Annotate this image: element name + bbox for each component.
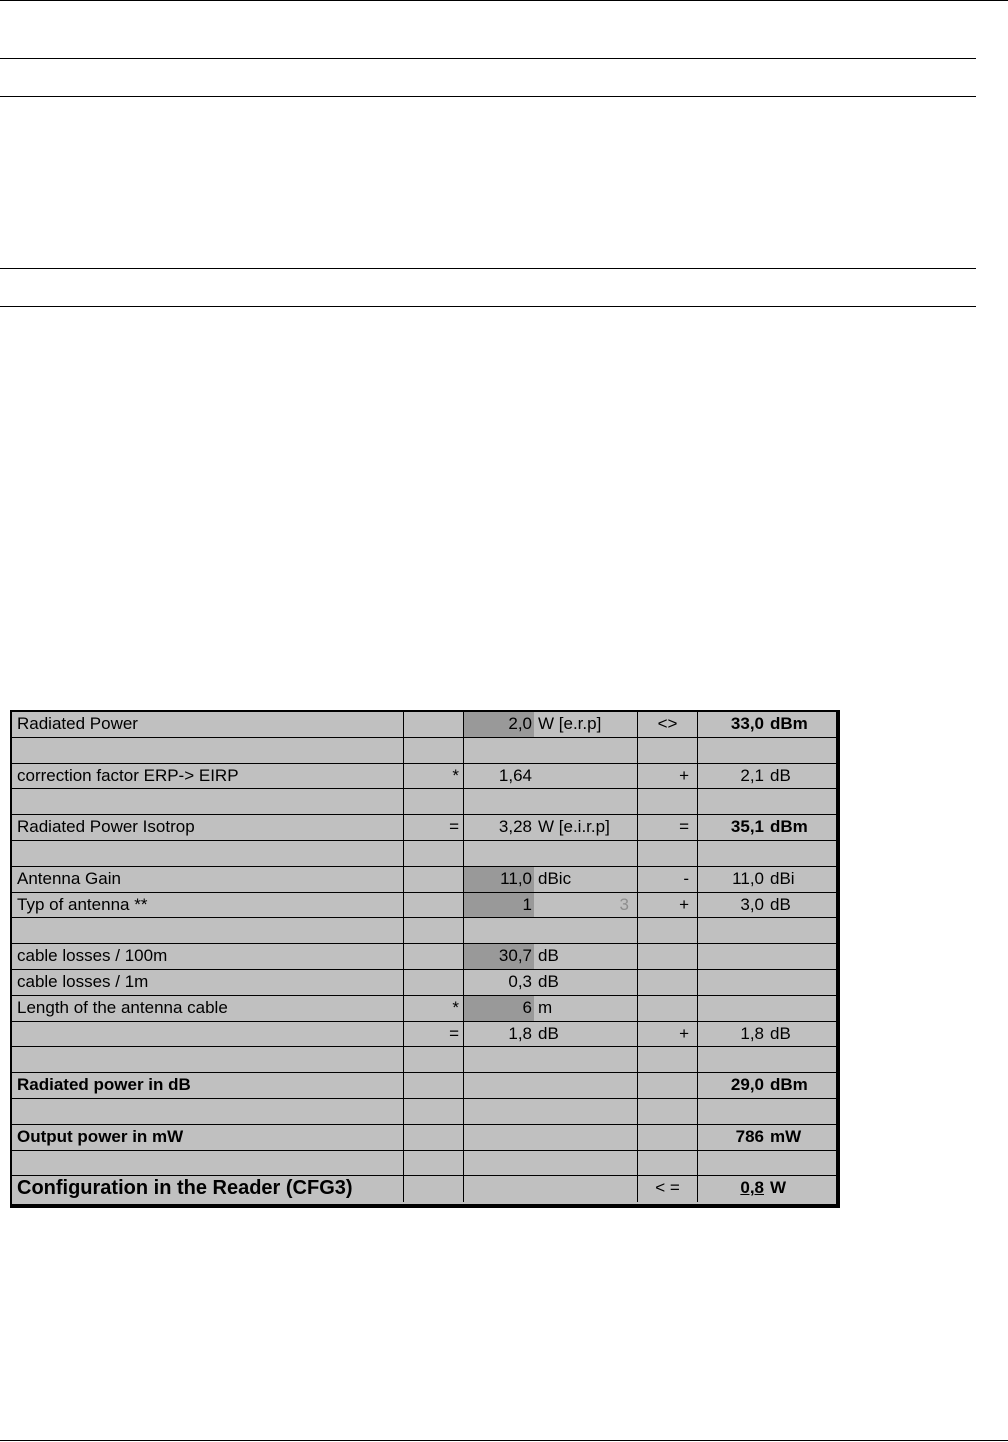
operator-cell [404, 1099, 464, 1124]
table-row [12, 944, 838, 970]
value-unit: dB [538, 946, 559, 966]
result-cell [698, 918, 838, 943]
operator-cell: * [404, 764, 464, 789]
value-cell [464, 1176, 638, 1202]
result-unit: dBm [770, 817, 808, 837]
result-unit: dBm [770, 1075, 808, 1095]
operator-cell [404, 1151, 464, 1176]
row-label: Radiated Power Isotrop [12, 815, 404, 840]
result-cell [698, 841, 838, 866]
table-row [12, 712, 838, 738]
operator-cell [638, 918, 698, 943]
value-number [464, 1099, 534, 1124]
ghost-value: 3 [619, 894, 629, 914]
result-unit: dB [770, 765, 791, 785]
value-cell [464, 996, 638, 1021]
value-cell [464, 738, 638, 763]
row-label [12, 789, 404, 814]
operator-cell [404, 1073, 464, 1098]
value-number [464, 1047, 534, 1072]
value-cell [464, 764, 638, 789]
value-number [464, 738, 534, 763]
value-cell [464, 1022, 638, 1047]
operator-cell [404, 893, 464, 918]
row-label: Output power in mW [12, 1125, 404, 1150]
operator-cell [404, 789, 464, 814]
result-unit: mW [770, 1126, 802, 1146]
result-number: 3,0 [740, 894, 764, 914]
value-number [464, 1125, 534, 1150]
value-number [464, 789, 534, 814]
value-number[interactable]: 30,7 [464, 944, 534, 969]
value-cell [464, 867, 638, 892]
rule [0, 268, 976, 269]
operator-cell [638, 789, 698, 814]
table-row [12, 1047, 838, 1073]
operator-cell [404, 1125, 464, 1150]
operator-cell: = [638, 815, 698, 840]
value-number [464, 918, 534, 943]
result-cell [698, 944, 838, 969]
table-row [12, 867, 838, 893]
operator-cell [638, 738, 698, 763]
value-unit: W [e.i.r.p] [538, 817, 610, 837]
row-label: Length of the antenna cable [12, 996, 404, 1021]
row-label [12, 841, 404, 866]
value-number: 1,8 [508, 1023, 532, 1043]
operator-cell [638, 944, 698, 969]
row-label [12, 738, 404, 763]
operator-cell [638, 1125, 698, 1150]
value-cell [464, 789, 638, 814]
table-row [12, 738, 838, 764]
result-number: 29,0 [730, 1075, 764, 1095]
value-unit: dBic [538, 868, 572, 888]
operator-cell [404, 712, 464, 737]
operator-cell: < = [638, 1176, 698, 1202]
operator-cell [404, 1176, 464, 1202]
operator-cell: = [404, 1022, 464, 1047]
operator-cell: + [638, 1022, 698, 1047]
result-cell [698, 1176, 838, 1202]
value-unit: m [538, 997, 553, 1017]
result-number: 33,0 [730, 714, 764, 733]
result-cell [698, 1073, 838, 1098]
value-cell [464, 1125, 638, 1150]
operator-cell [638, 970, 698, 995]
operator-cell [404, 841, 464, 866]
operator-cell: + [638, 893, 698, 918]
page-header-rule [0, 0, 1008, 1]
result-number: 2,1 [740, 765, 764, 785]
row-label: Configuration in the Reader (CFG3) [12, 1176, 404, 1202]
table-row [12, 970, 838, 996]
value-number: 3,28 [498, 817, 532, 837]
result-cell [698, 867, 838, 892]
result-unit: W [770, 1178, 787, 1198]
value-number: 0,3 [508, 972, 532, 991]
result-cell [698, 1151, 838, 1176]
table-row [12, 1176, 838, 1202]
result-cell [698, 738, 838, 763]
row-label: Radiated Power [12, 712, 404, 737]
table-row [12, 918, 838, 944]
row-label: Antenna Gain [12, 867, 404, 892]
result-unit: dBm [770, 714, 808, 733]
value-number [464, 841, 534, 866]
table-row [12, 841, 838, 867]
table-row [12, 815, 838, 841]
value-number[interactable]: 6 [464, 996, 534, 1021]
table-row [12, 1073, 838, 1099]
operator-cell [404, 1047, 464, 1072]
result-cell [698, 893, 838, 918]
operator-cell [638, 1073, 698, 1098]
operator-cell: * [404, 996, 464, 1021]
result-cell [698, 815, 838, 840]
value-unit: dB [538, 972, 559, 991]
operator-cell [404, 867, 464, 892]
value-number [464, 1151, 534, 1176]
operator-cell [638, 1151, 698, 1176]
result-cell [698, 970, 838, 995]
value-cell [464, 841, 638, 866]
row-label [12, 918, 404, 943]
value-number[interactable]: 2,0 [464, 712, 534, 737]
value-cell [464, 970, 638, 995]
result-unit: dB [770, 1023, 791, 1043]
result-number: 1,8 [740, 1023, 764, 1043]
operator-cell: + [638, 764, 698, 789]
value-cell [464, 918, 638, 943]
result-unit: dBi [770, 868, 795, 888]
table-row [12, 1151, 838, 1177]
rule [0, 58, 976, 59]
table-row [12, 789, 838, 815]
result-number: 35,1 [730, 817, 764, 837]
power-calculation-table [10, 710, 840, 1208]
row-label: Radiated power in dB [12, 1073, 404, 1098]
row-label: cable losses / 1m [12, 970, 404, 995]
result-number: 11,0 [732, 868, 764, 888]
row-label [12, 1047, 404, 1072]
operator-cell [404, 738, 464, 763]
table-row [12, 1099, 838, 1125]
result-number: 786 [735, 1126, 764, 1146]
rule [0, 96, 976, 97]
table-row [12, 893, 838, 919]
operator-cell: = [404, 815, 464, 840]
result-cell [698, 764, 838, 789]
value-number[interactable]: 11,0 [464, 867, 534, 892]
value-unit: dB [538, 1023, 559, 1043]
rule [0, 306, 976, 307]
value-cell [464, 944, 638, 969]
row-label [12, 1151, 404, 1176]
result-cell [698, 712, 838, 737]
result-cell [698, 789, 838, 814]
operator-cell [404, 970, 464, 995]
page-footer-rule [0, 1440, 1008, 1441]
operator-cell [638, 996, 698, 1021]
operator-cell [638, 1047, 698, 1072]
table-row [12, 1125, 838, 1151]
value-cell [464, 712, 638, 737]
operator-cell [638, 1099, 698, 1124]
value-number[interactable]: 1 [464, 893, 534, 918]
value-unit: W [e.r.p] [538, 714, 602, 733]
value-cell [464, 893, 638, 918]
value-cell [464, 1073, 638, 1098]
table-row [12, 1022, 838, 1048]
value-cell [464, 815, 638, 840]
result-cell [698, 996, 838, 1021]
result-unit: dB [770, 894, 791, 914]
result-cell [698, 1022, 838, 1047]
result-cell [698, 1099, 838, 1124]
operator-cell [404, 944, 464, 969]
table-row [12, 996, 838, 1022]
value-cell [464, 1099, 638, 1124]
table-row [12, 764, 838, 790]
row-label: Typ of antenna ** [12, 893, 404, 918]
value-cell [464, 1151, 638, 1176]
operator-cell: - [638, 867, 698, 892]
result-cell [698, 1125, 838, 1150]
value-cell [464, 1047, 638, 1072]
value-number: 1,64 [498, 765, 532, 785]
result-number: 0,8 [740, 1178, 764, 1198]
row-label [12, 1099, 404, 1124]
value-number [464, 1073, 534, 1098]
operator-cell [404, 918, 464, 943]
row-label: correction factor ERP-> EIRP [12, 764, 404, 789]
operator-cell [638, 841, 698, 866]
result-cell [698, 1047, 838, 1072]
row-label: cable losses / 100m [12, 944, 404, 969]
row-label [12, 1022, 404, 1047]
operator-cell: <> [638, 712, 698, 737]
value-number [464, 1176, 534, 1202]
